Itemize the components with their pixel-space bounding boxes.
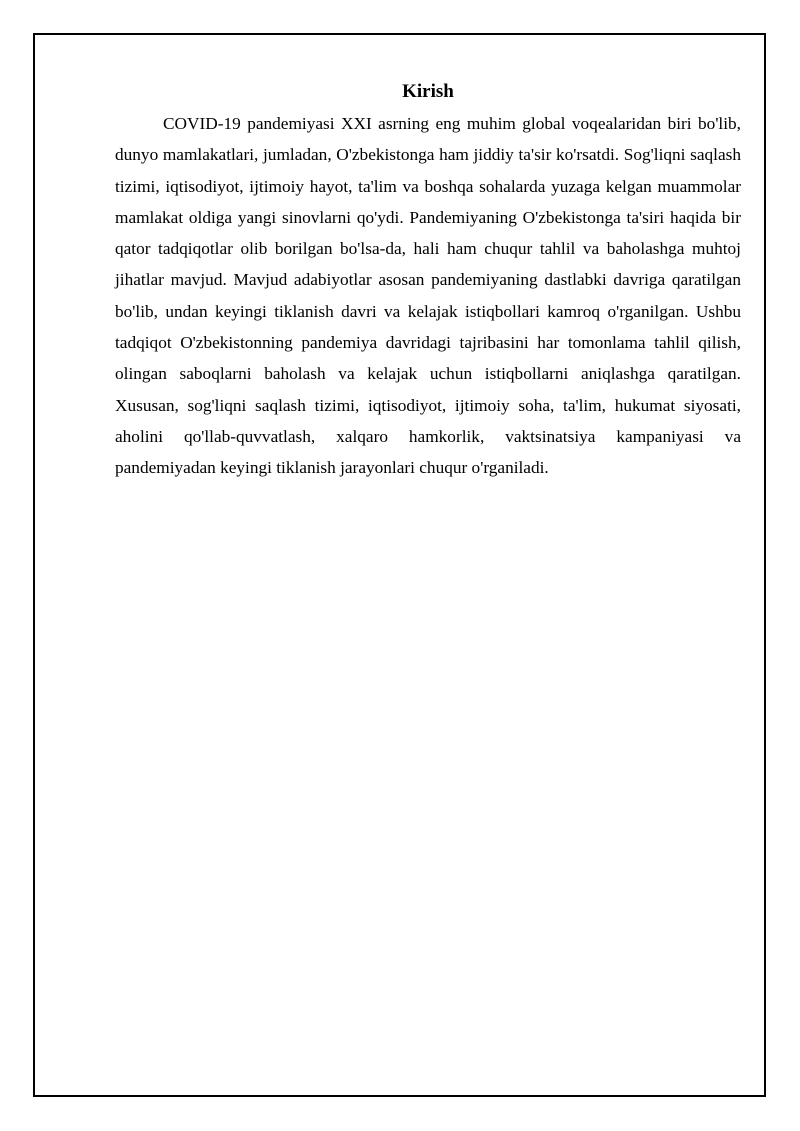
page-content bbox=[115, 72, 741, 484]
intro-paragraph: COVID-19 pandemiyasi XXI asrning eng muhim global voqealaridan biri bo'lib, dunyo mamlakatlari, jumladan, O'zbekistonga ham jiddiy ta'sir ko'rsatdi. Sog'liqni saqlash tizimi, iqtisodiyot, ijtimoiy hayot, ta'lim va boshqa sohalarda yuzaga kelgan muammolar mamlakat oldiga yangi sinovlarni qo'ydi. Pandemiyaning O'zbekistonga ta'siri haqida bir qator tadqiqotlar olib borilgan bo'lsa-da, hali ham chuqur tahlil va baholashga muhtoj jihatlar mavjud. Mavjud adabiyotlar asosan pandemiyaning dastlabki davriga qaratilgan bo'lib, undan keyingi tiklanish davri va kelajak istiqbollari kamroq o'rganilgan. Ushbu tadqiqot O'zbekistonning pandemiya davridagi tajribasini har tomonlama tahlil qilish, olingan saboqlarni baholash va kelajak uchun istiqbollarni aniqlashga qaratilgan. Xususan, sog'liqni saqlash tizimi, iqtisodiyot, ijtimoiy soha, ta'lim, hukumat siyosati, aholini qo'llab-quvvatlash, xalqaro hamkorlik, vaktsinatsiya kampaniyasi va pandemiyadan keyingi tiklanish jarayonlari chuqur o'rganiladi. bbox=[115, 114, 741, 478]
page-title: Kirish bbox=[402, 81, 454, 102]
